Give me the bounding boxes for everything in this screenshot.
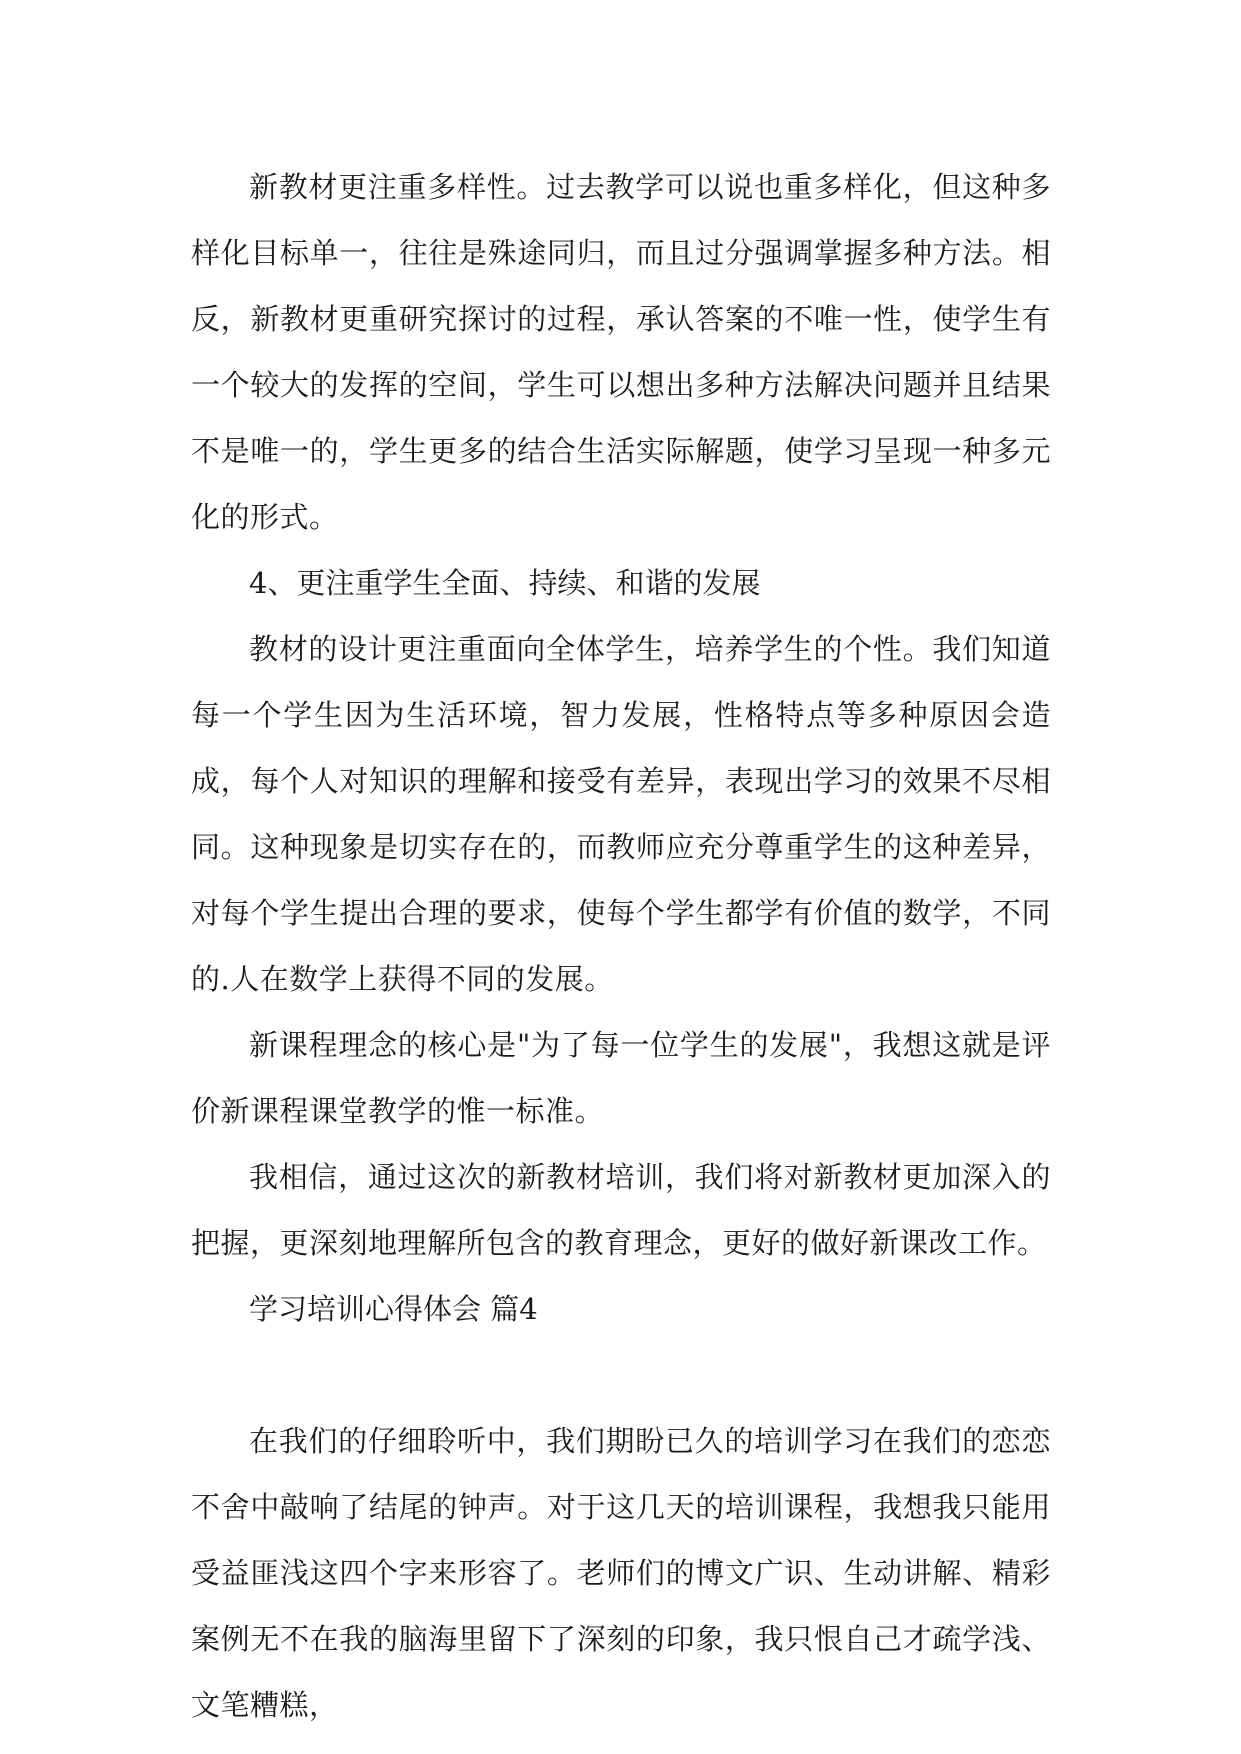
paragraph-core-concept: 新课程理念的核心是"为了每一位学生的发展"，我想这就是评价新课程课堂教学的惟一标准。 [191, 1028, 1051, 1128]
blank-line [191, 1342, 1051, 1408]
section-heading-development: 4、更注重学生全面、持续、和谐的发展 [249, 566, 761, 600]
paragraph-diversity: 新教材更注重多样性。过去教学可以说也重多样化，但这种多样化目标单一，往往是殊途同归，而且过分强调掌握多种方法。相反，新教材更重研究探讨的过程，承认答案的不唯一性，使学生有一个较大的发挥的空间，学生可以想出多种方法解决问题并且结果不是唯一的，学生更多的结合生活实际解题，使学习呈现一种多元化的形式。 [191, 170, 1051, 534]
article-title-part-4: 学习培训心得体会 篇4 [249, 1292, 538, 1326]
document-body [191, 154, 1051, 1738]
paragraph-training-reflection: 在我们的仔细聆听中，我们期盼已久的培训学习在我们的恋恋不舍中敲响了结尾的钟声。对于这几天的培训课程，我想我只能用受益匪浅这四个字来形容了。老师们的博文广识、生动讲解、精彩案例无不在我的脑海里留下了深刻的印象，我只恨自己才疏学浅、文笔糟糕， [191, 1424, 1051, 1722]
paragraph-belief: 我相信，通过这次的新教材培训，我们将对新教材更加深入的把握，更深刻地理解所包含的教育理念，更好的做好新课改工作。 [191, 1160, 1051, 1260]
paragraph-individuality: 教材的设计更注重面向全体学生，培养学生的个性。我们知道每一个学生因为生活环境，智力发展，性格特点等多种原因会造成，每个人对知识的理解和接受有差异，表现出学习的效果不尽相同。这种现象是切实存在的，而教师应充分尊重学生的这种差异，对每个学生提出合理的要求，使每个学生都学有价值的数学，不同的.人在数学上获得不同的发展。 [191, 632, 1051, 996]
